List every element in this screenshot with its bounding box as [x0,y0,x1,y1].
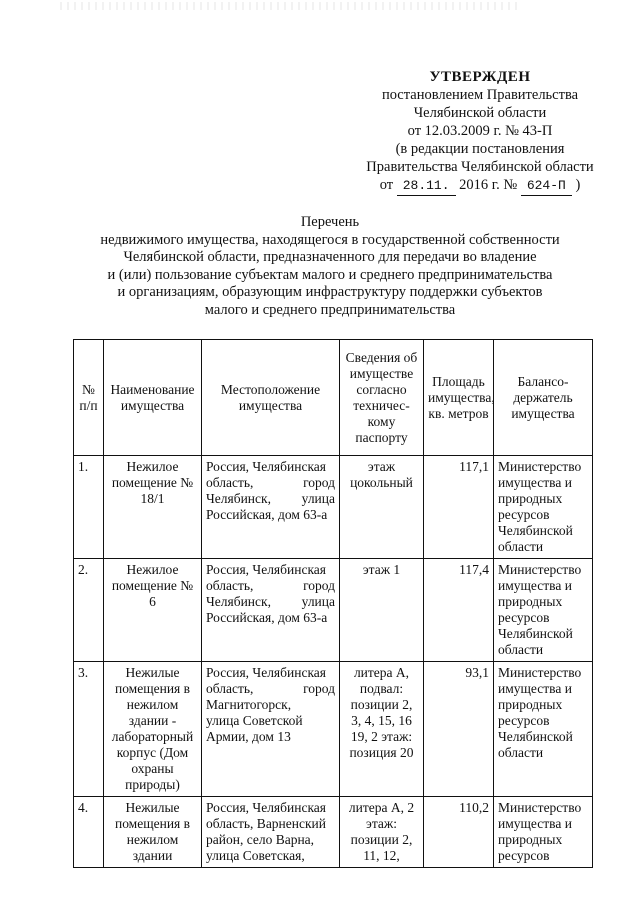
col-header-num: № п/п [74,340,104,456]
cell-area: 93,1 [424,662,494,797]
cell-holder: Министерство имущества и природных ресурсов Челябинской области [494,559,593,662]
col-header-tech: Сведения об имуществе согласно техничес-кому паспорту [340,340,424,456]
cell-holder: Министерство имущества и природных ресурсов Челябинской области [494,662,593,797]
amendment-date-line: от 28.11. 2016 г. № 624-П ) [330,176,630,196]
cell-tech: этаж 1 [340,559,424,662]
heading-line: и организациям, образующим инфраструктуру поддержки субъектов [117,284,543,300]
heading-line: и (или) пользование субъектам малого и среднего предпринимательства [107,266,553,283]
col-header-holder: Балансо-держатель имущества [494,340,593,456]
heading-line: малого и среднего предпринимательства [204,301,456,318]
cell-location: Россия, Челябинская область, город Магнитогорск, улица Советской Армии, дом 13 [202,662,340,797]
cell-location: Россия, Челябинская область, Варненский район, село Варна, улица Советская, [202,797,340,868]
table-row [74,662,593,797]
table-row [74,559,593,662]
cell-location: Россия, Челябинская область, город Челябинск, улица Российская, дом 63-а [202,559,340,662]
cell-tech: литера А, 2 этаж: позиции 2, 11, 12, [340,797,424,868]
approval-line: от 12.03.2009 г. № 43-П [407,123,553,139]
table-header-row [74,340,593,456]
cell-name: Нежилое помещение № 6 [104,559,202,662]
col-header-name: Наименование имущества [104,340,202,456]
col-header-area: Площадь имущества, кв. метров [424,340,494,456]
document-heading [70,214,590,319]
approval-line: (в редакции постановления [395,141,565,157]
scan-artifact [60,2,520,10]
handwritten-date: 28.11. [397,177,456,196]
approval-line: постановлением Правительства [381,87,579,103]
property-table [73,339,593,868]
cell-num: 4. [74,797,104,868]
cell-num: 3. [74,662,104,797]
cell-area: 117,1 [424,456,494,559]
table-row [74,797,593,868]
approval-title: УТВЕРЖДЕН [429,69,531,85]
heading-line: Челябинской области, предназначенного для передачи во владение [123,249,537,265]
cell-tech: литера А, подвал: позиции 2, 3, 4, 15, 16 19, 2 этаж: позиция 20 [340,662,424,797]
cell-location: Россия, Челябинская область, город Челябинск, улица Российская, дом 63-а [202,456,340,559]
cell-num: 1. [74,456,104,559]
cell-holder: Министерство имущества и природных ресурсов [494,797,593,868]
table-row [74,456,593,559]
cell-num: 2. [74,559,104,662]
handwritten-number: 624-П [521,177,572,196]
heading-line: недвижимого имущества, находящегося в государственной собственности [100,231,560,248]
cell-name: Нежилые помещения в нежилом здании - лабораторный корпус (Дом охраны природы) [104,662,202,797]
heading-title: Перечень [300,214,360,230]
col-header-location: Местоположение имущества [202,340,340,456]
cell-name: Нежилые помещения в нежилом здании [104,797,202,868]
cell-tech: этаж цокольный [340,456,424,559]
cell-area: 117,4 [424,559,494,662]
cell-name: Нежилое помещение № 18/1 [104,456,202,559]
cell-holder: Министерство имущества и природных ресурсов Челябинской области [494,456,593,559]
approval-stamp [330,68,630,196]
cell-area: 110,2 [424,797,494,868]
approval-line: Челябинской области [413,105,547,121]
approval-line: Правительства Челябинской области [366,159,594,175]
